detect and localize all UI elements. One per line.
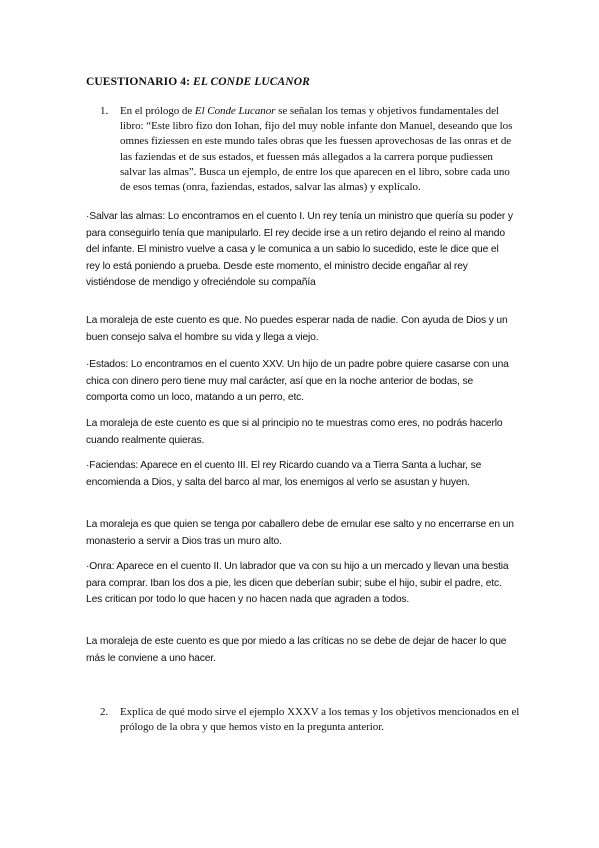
question-2: [100, 705, 540, 745]
moraleja-salvar-almas: La moraleja de este cuento es que. No puedes esperar nada de nadie. Con ayuda de Dios y un buen consejo salva el hombre su vida y llega a viejo.: [86, 315, 508, 343]
title-prefix: CUESTIONARIO 4:: [86, 76, 194, 88]
title-book-name: EL CONDE LUCANOR: [193, 76, 310, 88]
moraleja-estados: La moraleja de este cuento es que si al principio no te muestras como eres, no podrás hacerlo cuando realmente quieras.: [86, 418, 503, 446]
book-title-italic: El Conde Lucanor: [194, 105, 276, 117]
page-title: [86, 76, 310, 88]
moraleja-faciendas: La moraleja es que quien se tenga por caballero debe de emular ese salto y no encerrarse en un monasterio a servir a Dios tras un muro alto.: [86, 519, 514, 547]
question-1: [100, 104, 540, 200]
question-1-number: 1.: [100, 105, 109, 117]
question-1-text: En el prólogo de El Conde Lucanor se señalan los temas y objetivos fundamentales del libro: “Este libro fizo don Iohan, fijo del muy noble infante don Manuel, deseando que los omnes fiziessen en este mundo tales obras que les fuessen aprovechosas de las onras et de las faziendas et de sus estados, et fuessen más allegados a la carrera porque pudiessen salvar las almas”. Busca un ejemplo, de entre los que aparecen en el libro, sobre cada uno de esos temas (onra, faziendas, estados, salvar las almas) y explícalo.: [120, 105, 513, 194]
question-2-number: 2.: [100, 706, 109, 718]
moraleja-onra: La moraleja de este cuento es que por miedo a las críticas no se debe de dejar de hacer lo que más le conviene a uno hacer.: [86, 636, 507, 664]
answer-estados: ·Estados: Lo encontramos en el cuento XXV. Un hijo de un padre pobre quiere casarse con una chica con dinero pero tiene muy mal carácter, así que en la noche anterior de bodas, se comporta como un loco, matando a un perro, etc.: [86, 359, 509, 404]
answer-onra: ·Onra: Aparece en el cuento II. Un labrador que va con su hijo a un mercado y llevan una bestia para comprar. Iban los dos a pie, les dicen que deberían subir; sube el hijo, subir el padre, etc. Les critican por todo lo que hacen y no hacen nada que agraden a todos.: [86, 561, 509, 606]
answer-salvar-almas: ·Salvar las almas: Lo encontramos en el cuento I. Un rey tenía un ministro que quería su poder y para conseguirlo tenía que manipularlo. El rey decide irse a un retiro dejando el reino al mando del infante. El ministro vuelve a casa y le comunica a un sabio lo sucedido, este le dice que el rey lo está poniendo a prueba. Desde este momento, el ministro decide engañar al rey vistiéndose de mendigo y ofreciéndole su compañía: [86, 211, 513, 289]
answer-faciendas: ·Faciendas: Aparece en el cuento III. El rey Ricardo cuando va a Tierra Santa a luchar, se encomienda a Dios, y salta del barco al mar, los enemigos al verlo se asustan y huyen.: [86, 460, 482, 488]
question-2-text: Explica de qué modo sirve el ejemplo XXXV a los temas y los objetivos mencionados en el prólogo de la obra y que hemos visto en la pregunta anterior.: [120, 706, 520, 734]
